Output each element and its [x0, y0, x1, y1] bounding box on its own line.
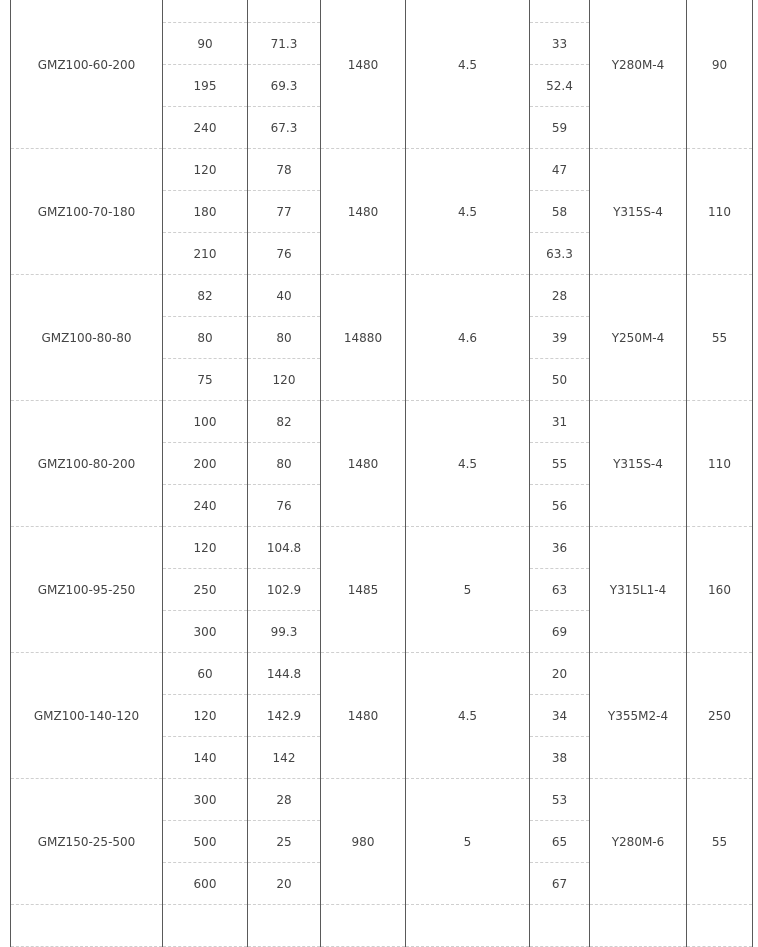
model-cell: GMZ100-80-200: [11, 401, 163, 527]
efficiency-cell: 58: [530, 191, 590, 233]
head-cell: 71.3: [248, 23, 321, 65]
flow-cell: [163, 0, 248, 23]
npsh-cell: 4.5: [406, 149, 530, 275]
efficiency-cell: 65: [530, 821, 590, 863]
flow-cell: 195: [163, 65, 248, 107]
table-row: [11, 779, 753, 821]
flow-cell: 250: [163, 569, 248, 611]
power-cell: 55: [687, 779, 753, 905]
npsh-cell: 4.5: [406, 401, 530, 527]
table-row: [11, 275, 753, 317]
efficiency-cell: 38: [530, 737, 590, 779]
efficiency-cell: 47: [530, 149, 590, 191]
efficiency-cell: 59: [530, 107, 590, 149]
efficiency-cell: 56: [530, 485, 590, 527]
table-row: [11, 401, 753, 443]
motor-cell: Y280M-4: [590, 0, 687, 149]
motor-cell: Y315S-4: [590, 401, 687, 527]
head-cell: 82: [248, 401, 321, 443]
speed-cell: 14880: [321, 275, 406, 401]
table-row: [11, 653, 753, 695]
flow-cell: 500: [163, 821, 248, 863]
efficiency-cell: 28: [530, 275, 590, 317]
efficiency-cell: 50: [530, 359, 590, 401]
npsh-cell: [406, 905, 530, 947]
npsh-cell: 4.6: [406, 275, 530, 401]
head-cell: [248, 0, 321, 23]
power-cell: 110: [687, 401, 753, 527]
flow-cell: 120: [163, 149, 248, 191]
motor-cell: Y355M2-4: [590, 653, 687, 779]
flow-cell: 120: [163, 695, 248, 737]
flow-cell: 100: [163, 401, 248, 443]
efficiency-cell: [530, 0, 590, 23]
pump-spec-table: [10, 0, 753, 947]
motor-cell: Y315S-4: [590, 149, 687, 275]
efficiency-cell: 63.3: [530, 233, 590, 275]
head-cell: 144.8: [248, 653, 321, 695]
flow-cell: 90: [163, 23, 248, 65]
flow-cell: 80: [163, 317, 248, 359]
efficiency-cell: 31: [530, 401, 590, 443]
efficiency-cell: 20: [530, 653, 590, 695]
model-cell: GMZ100-95-250: [11, 527, 163, 653]
model-cell: GMZ100-80-80: [11, 275, 163, 401]
npsh-cell: 5: [406, 527, 530, 653]
efficiency-cell: 36: [530, 527, 590, 569]
model-cell: GMZ100-70-180: [11, 149, 163, 275]
speed-cell: 1480: [321, 653, 406, 779]
flow-cell: 600: [163, 863, 248, 905]
motor-cell: Y280M-6: [590, 779, 687, 905]
table-row: [11, 527, 753, 569]
speed-cell: 1480: [321, 401, 406, 527]
flow-cell: 300: [163, 611, 248, 653]
head-cell: 142: [248, 737, 321, 779]
flow-cell: 82: [163, 275, 248, 317]
head-cell: 142.9: [248, 695, 321, 737]
head-cell: 25: [248, 821, 321, 863]
head-cell: 67.3: [248, 107, 321, 149]
head-cell: 99.3: [248, 611, 321, 653]
head-cell: 80: [248, 443, 321, 485]
motor-cell: Y250M-4: [590, 275, 687, 401]
head-cell: 20: [248, 863, 321, 905]
model-cell: [11, 905, 163, 947]
efficiency-cell: 67: [530, 863, 590, 905]
flow-cell: 60: [163, 653, 248, 695]
flow-cell: 240: [163, 485, 248, 527]
flow-cell: 200: [163, 443, 248, 485]
flow-cell: 210: [163, 233, 248, 275]
efficiency-cell: 69: [530, 611, 590, 653]
head-cell: 104.8: [248, 527, 321, 569]
head-cell: 40: [248, 275, 321, 317]
power-cell: [687, 905, 753, 947]
model-cell: GMZ100-140-120: [11, 653, 163, 779]
head-cell: 77: [248, 191, 321, 233]
power-cell: 90: [687, 0, 753, 149]
head-cell: 120: [248, 359, 321, 401]
power-cell: 110: [687, 149, 753, 275]
head-cell: 76: [248, 233, 321, 275]
flow-cell: 240: [163, 107, 248, 149]
speed-cell: 980: [321, 779, 406, 905]
head-cell: 69.3: [248, 65, 321, 107]
flow-cell: 300: [163, 779, 248, 821]
efficiency-cell: 34: [530, 695, 590, 737]
flow-cell: 75: [163, 359, 248, 401]
power-cell: 160: [687, 527, 753, 653]
model-cell: GMZ150-25-500: [11, 779, 163, 905]
head-cell: 102.9: [248, 569, 321, 611]
model-cell: GMZ100-60-200: [11, 0, 163, 149]
flow-cell: [163, 905, 248, 947]
efficiency-cell: 55: [530, 443, 590, 485]
power-cell: 250: [687, 653, 753, 779]
head-cell: 76: [248, 485, 321, 527]
efficiency-cell: 63: [530, 569, 590, 611]
head-cell: [248, 905, 321, 947]
efficiency-cell: 53: [530, 779, 590, 821]
npsh-cell: 4.5: [406, 0, 530, 149]
head-cell: 28: [248, 779, 321, 821]
motor-cell: [590, 905, 687, 947]
efficiency-cell: 39: [530, 317, 590, 359]
head-cell: 80: [248, 317, 321, 359]
speed-cell: 1480: [321, 149, 406, 275]
speed-cell: 1485: [321, 527, 406, 653]
speed-cell: 1480: [321, 0, 406, 149]
efficiency-cell: 52.4: [530, 65, 590, 107]
efficiency-cell: [530, 905, 590, 947]
efficiency-cell: 33: [530, 23, 590, 65]
flow-cell: 120: [163, 527, 248, 569]
head-cell: 78: [248, 149, 321, 191]
speed-cell: [321, 905, 406, 947]
npsh-cell: 4.5: [406, 653, 530, 779]
table-row: [11, 0, 753, 23]
table-row: [11, 905, 753, 947]
power-cell: 55: [687, 275, 753, 401]
flow-cell: 180: [163, 191, 248, 233]
motor-cell: Y315L1-4: [590, 527, 687, 653]
table-row: [11, 149, 753, 191]
flow-cell: 140: [163, 737, 248, 779]
npsh-cell: 5: [406, 779, 530, 905]
